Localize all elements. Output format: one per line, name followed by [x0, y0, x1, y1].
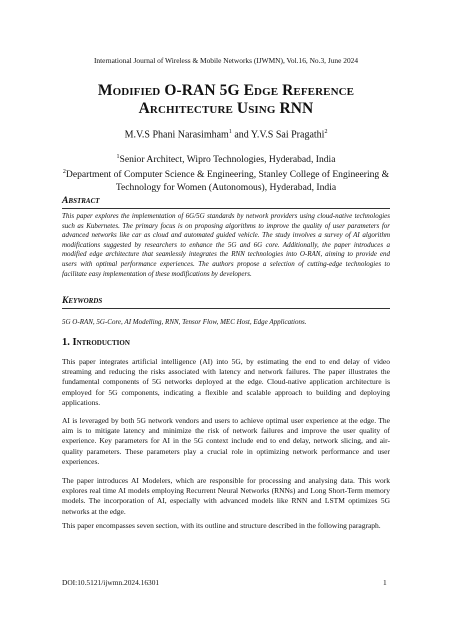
title-line-2: Architecture Using RNN [138, 100, 314, 117]
affiliation-2 [40, 166, 412, 181]
affiliation-2-line-2: Technology for Women (Autonomous), Hyderabad, India [115, 181, 337, 193]
title-line-1: Modified O-RAN 5G Edge Reference [97, 82, 355, 99]
affiliation-1-mark: 1 [116, 154, 120, 160]
abstract-heading: Abstract [62, 195, 100, 206]
abstract-divider [62, 208, 390, 209]
intro-paragraph-1: This paper integrates artificial intelligence (AI) into 5G, by estimating the end to end delay of video streaming and reducing the risks associated with latency and network failures. The paper illustrates the fundamental components of 5G networks deployed at the edge. Cloud-native application architecture is employed for 5G components, indicating a flexible and scalable approach to building and deploying applications. [62, 357, 390, 407]
affiliations [40, 151, 412, 194]
keywords-heading: Keywords [62, 295, 103, 306]
author-conjunction: and [231, 129, 251, 141]
paper-title [40, 82, 412, 118]
intro-paragraph-2: AI is leveraged by both 5G network vendors and users to achieve optimal user experience at the edge. The aim is to mitigate latency and minimize the risk of network failures and improve the user quality of experience. Key parameters for AI in the 5G context include end to end delay, network slicing, and air-quality parameters. These parameters play a crucial role in optimizing network performance and user experiences. [62, 416, 390, 466]
affiliation-1 [40, 151, 412, 166]
affiliation-2-line-1: Department of Computer Science & Engineering, Stanley College of Engineering & [65, 169, 390, 181]
intro-paragraph-3: The paper introduces AI Modelers, which are responsible for processing and analysing data. This work explores real time AI models employing Recurrent Neural Networks (RNNs) and Long Short-Term memory models. The incorporation of AI, especially with advanced models like RNN and LSTM optimizes 5G networks at the edge. [62, 476, 390, 516]
page-number: 1 [383, 578, 387, 587]
author-1: M.V.S Phani Narasimham [124, 129, 229, 141]
author-1-affil-mark: 1 [228, 129, 232, 135]
journal-header: International Journal of Wireless & Mobile Networks (IJWMN), Vol.16, No.3, June 2024 [93, 56, 359, 65]
abstract-text: This paper explores the implementation of 6G/5G standards by network providers using cloud-native technologies such as Kubernetes. The primary focus is on proposing algorithms to improve the quality of user parameters for advanced networks like car as cloud and automated guided vehicle. The study involves a survey of AI algorithm modifications suggested by researchers to enhance the 5G and 6G core. Additionally, the paper introduces a modified edge architecture that seamlessly integrates the RNN technologies into O-RAN, aiming to provide end users with optimal performance experiences. The authors propose a selection of cutting-edge technologies to facilitate easy implementation of these modifications by developers. [62, 212, 390, 278]
affiliation-1-text: Senior Architect, Wipro Technologies, Hyderabad, India [119, 154, 336, 166]
author-2: Y.V.S Sai Pragathi [250, 129, 325, 141]
keywords-divider [62, 308, 390, 309]
author-2-affil-mark: 2 [324, 129, 328, 135]
author-list [40, 129, 412, 140]
intro-paragraph-4: This paper encompasses seven section, with its outline and structure described in the following paragraph. [62, 521, 381, 530]
keywords-text: 5G O-RAN, 5G-Core, AI Modelling, RNN, Tensor Flow, MEC Host, Edge Applications. [62, 318, 307, 326]
doi-footer: DOI:10.5121/ijwmn.2024.16301 [62, 578, 160, 587]
affiliation-2-mark: 2 [62, 169, 66, 176]
introduction-heading: 1. Introduction [62, 337, 130, 348]
